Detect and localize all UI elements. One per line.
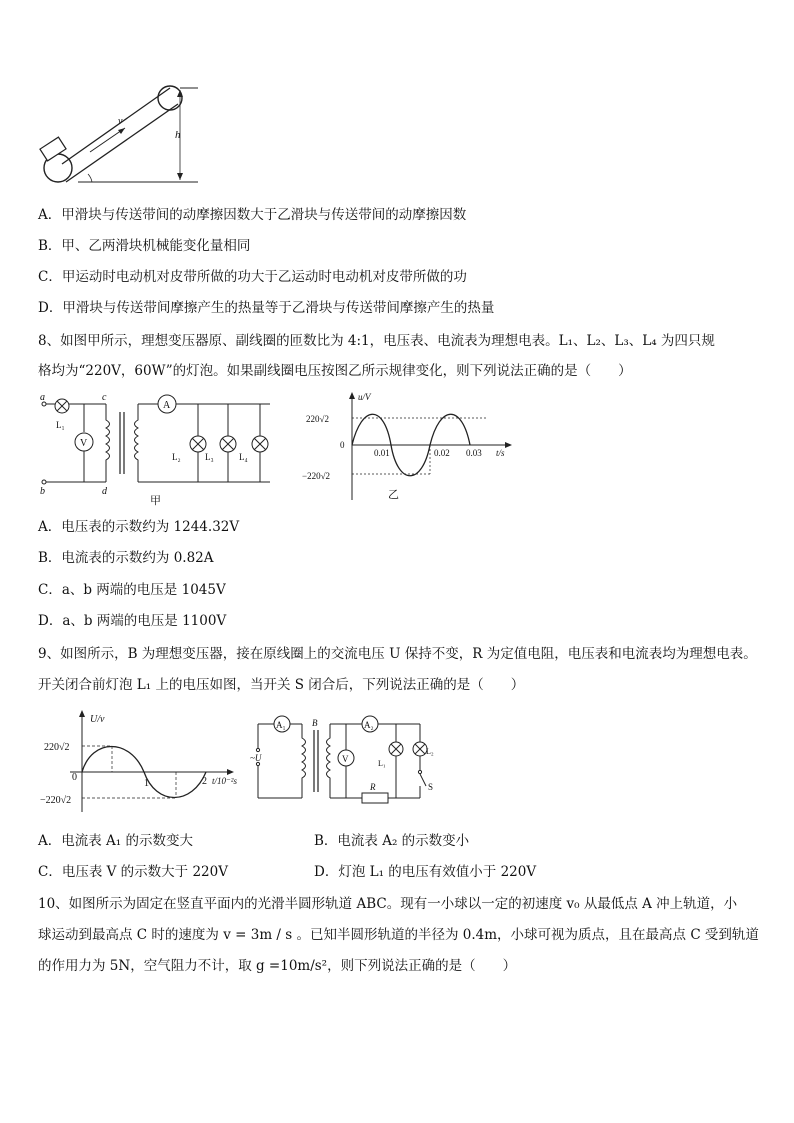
q8-graph-ylabel: u/V bbox=[358, 392, 371, 402]
q9-graph-ymax: 220√2 bbox=[44, 742, 70, 753]
q10-stem-line1: 10、如图所示为固定在竖直平面内的光滑半圆形轨道 ABC。现有一小球以一定的初速度 v₀ 从最低点 A 冲上轨道，小 bbox=[38, 896, 738, 912]
voltmeter-symbol: V bbox=[80, 438, 88, 449]
q8-option-b: B．电流表的示数约为 0.82A bbox=[38, 550, 214, 566]
lamp-l4-label: L₄ bbox=[239, 452, 248, 462]
q8-graph-zero: 0 bbox=[340, 440, 345, 450]
resistor-label-r: R bbox=[370, 782, 376, 792]
q8-graph-xlabel: t/s bbox=[496, 448, 505, 458]
q9-transformer-circuit bbox=[250, 712, 450, 812]
q8-graph-ymin: −220√2 bbox=[302, 471, 331, 481]
q8-option-c: C．a、b 两端的电压是 1045V bbox=[38, 582, 226, 598]
q9-graph-t2: 2 bbox=[202, 776, 207, 787]
q9-graph-xlabel: t/10⁻²s bbox=[212, 776, 237, 786]
q9-graph-ymin: −220√2 bbox=[40, 795, 72, 806]
q9-lamp-l2-label: L₂ bbox=[426, 747, 434, 756]
ammeter-a1-symbol: A₁ bbox=[276, 720, 286, 730]
q9-option-b: B．电流表 A₂ 的示数变小 bbox=[314, 833, 470, 849]
terminal-a: a bbox=[40, 392, 45, 403]
source-label-u: ~U bbox=[250, 753, 262, 763]
q9-lamp-l1-label: L₁ bbox=[378, 759, 386, 768]
q9-graph-zero: 0 bbox=[72, 772, 77, 783]
q7-option-a: A．甲滑块与传送带间的动摩擦因数大于乙滑块与传送带间的动摩擦因数 bbox=[38, 207, 467, 223]
lamp-l2-label: L₂ bbox=[172, 452, 181, 462]
q8-option-d: D．a、b 两端的电压是 1100V bbox=[38, 613, 227, 629]
q8-transformer-circuit bbox=[40, 390, 280, 510]
conveyor-figure bbox=[30, 80, 210, 190]
q8-graph-t2: 0.02 bbox=[434, 448, 450, 458]
terminal-b: b bbox=[40, 486, 45, 497]
q8-stem-line2: 格均为“220V，60W”的灯泡。如果副线圈电压按图乙所示规律变化，则下列说法正确的是（ ） bbox=[38, 363, 632, 379]
figure-caption-yi: 乙 bbox=[388, 489, 399, 501]
q9-option-c: C．电压表 V 的示数大于 220V bbox=[38, 864, 228, 880]
transformer-label-b: B bbox=[312, 718, 318, 728]
velocity-label: v bbox=[118, 116, 123, 127]
q7-option-b: B．甲、乙两滑块机械能变化量相同 bbox=[38, 238, 251, 254]
q9-voltage-graph bbox=[40, 708, 240, 818]
lamp-l3-label: L₃ bbox=[205, 452, 214, 462]
figure-caption-jia: 甲 bbox=[150, 495, 161, 507]
terminal-d: d bbox=[102, 486, 107, 497]
height-label: h bbox=[175, 129, 181, 141]
q7-option-d: D．甲滑块与传送带间摩擦产生的热量等于乙滑块与传送带间摩擦产生的热量 bbox=[38, 300, 495, 316]
q9-option-a: A．电流表 A₁ 的示数变大 bbox=[38, 833, 193, 849]
q9-graph-ylabel: U/v bbox=[90, 714, 105, 725]
q8-graph-t3: 0.03 bbox=[466, 448, 482, 458]
q9-stem-line1: 9、如图所示，B 为理想变压器，接在原线圈上的交流电压 U 保持不变，R 为定值电阻，电压表和电流表均为理想电表。 bbox=[38, 646, 757, 662]
q8-graph-t1: 0.01 bbox=[374, 448, 390, 458]
q8-option-a: A．电压表的示数约为 1244.32V bbox=[38, 519, 240, 535]
voltmeter-v-symbol: V bbox=[342, 754, 349, 764]
lamp-l1-label: L₁ bbox=[56, 420, 65, 430]
q8-voltage-graph bbox=[300, 390, 520, 510]
q8-graph-ymax: 220√2 bbox=[306, 414, 329, 424]
switch-label-s: S bbox=[428, 782, 434, 792]
ammeter-symbol: A bbox=[163, 400, 171, 411]
q9-stem-line2: 开关闭合前灯泡 L₁ 上的电压如图，当开关 S 闭合后，下列说法正确的是（ ） bbox=[38, 677, 525, 693]
q9-graph-t1: 1 bbox=[144, 778, 149, 789]
terminal-c: c bbox=[102, 392, 107, 403]
q8-stem-line1: 8、如图甲所示，理想变压器原、副线圈的匝数比为 4:1，电压表、电流表为理想电表。L₁、L₂、L₃、L₄ 为四只规 bbox=[38, 333, 715, 349]
q9-option-d: D．灯泡 L₁ 的电压有效值小于 220V bbox=[314, 864, 537, 880]
q7-option-c: C．甲运动时电动机对皮带所做的功大于乙运动时电动机对皮带所做的功 bbox=[38, 269, 467, 285]
q10-stem-line3: 的作用力为 5N，空气阻力不计，取 g =10m/s²，则下列说法正确的是（ ） bbox=[38, 958, 517, 974]
ammeter-a2-symbol: A₂ bbox=[364, 720, 374, 730]
q10-stem-line2: 球运动到最高点 C 时的速度为 v = 3m / s 。已知半圆形轨道的半径为 0.4m，小球可视为质点，且在最高点 C 受到轨道 bbox=[38, 927, 759, 943]
